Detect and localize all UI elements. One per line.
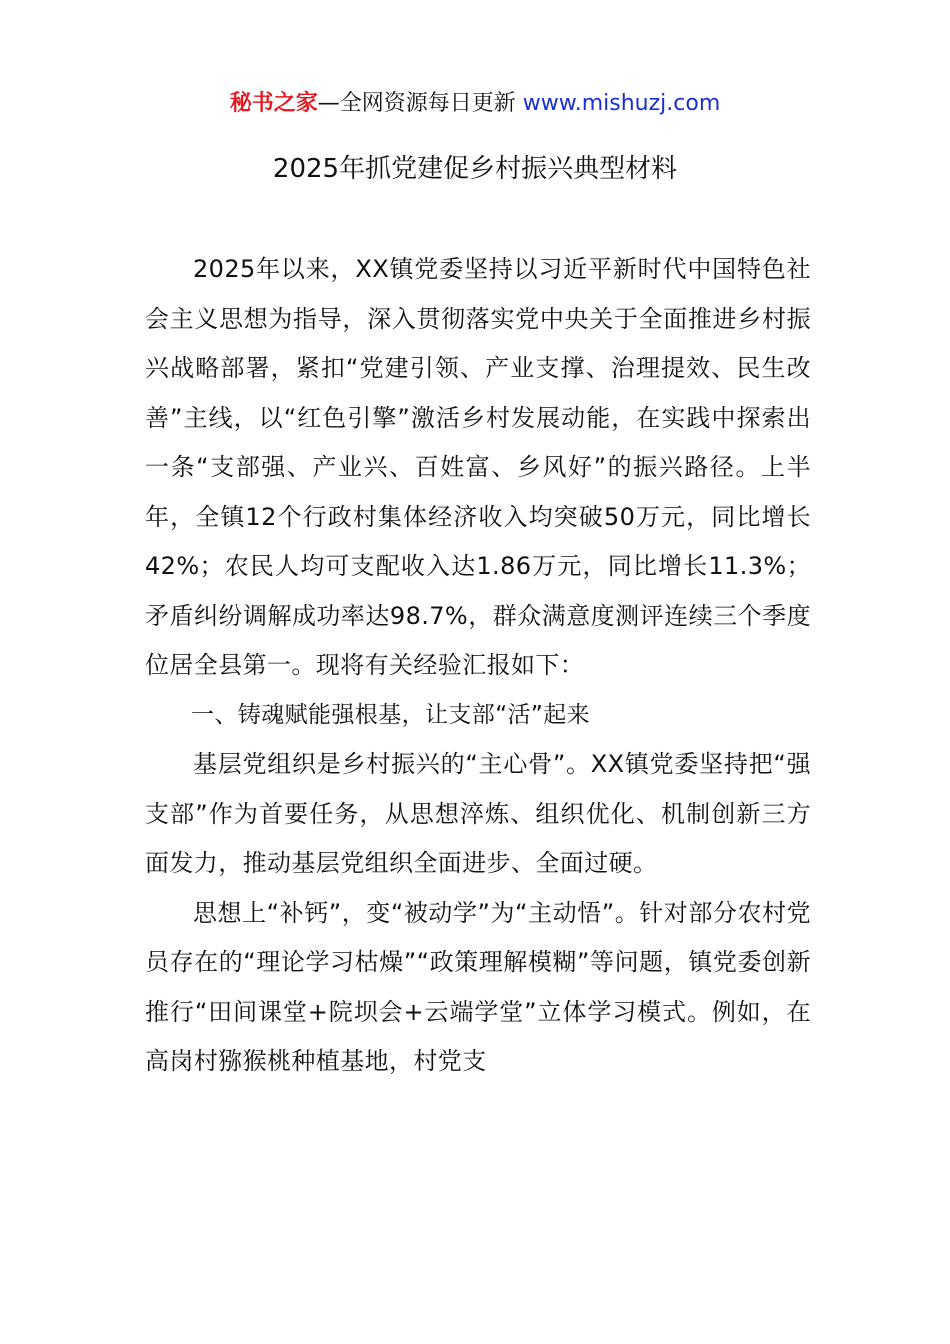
section-paragraph: 思想上“补钙”，变“被动学”为“主动悟”。针对部分农村党员存在的“理论学习枯燥”“政策理解模糊”等问题，镇党委创新推行“田间课堂+院坝会+云端学堂”立体学习模式。例如，在高岗村猕猴桃种植基地，村党支 [145,898,811,1075]
intro-paragraph: 2025年以来，XX镇党委坚持以习近平新时代中国特色社会主义思想为指导，深入贯彻落实党中央关于全面推进乡村振兴战略部署，紧扣“党建引领、产业支撑、治理提效、民生改善”主线，以“红色引擎”激活乡村发展动能，在实践中探索出一条“支部强、产业兴、百姓富、乡风好”的振兴路径。上半年，全镇12个行政村集体经济收入均突破50万元，同比增长42%；农民人均可支配收入达1.86万元，同比增长11.3%；矛盾纠纷调解成功率达98.7%，群众满意度测评连续三个季度位居全县第一。现将有关经验汇报如下： [145,255,811,679]
site-brand: 秘书之家 [229,91,318,116]
site-tagline: —全网资源每日更新 [317,91,523,116]
section-heading: 一、铸魂赋能强根基，让支部“活”起来 [191,701,591,728]
document-body [145,245,811,1087]
document-title: 2025年抓党建促乡村振兴典型材料 [272,154,678,184]
site-header [0,88,950,120]
site-url-link[interactable]: www.mishuzj.com [522,91,721,116]
section-paragraph: 基层党组织是乡村振兴的“主心骨”。XX镇党委坚持把“强支部”作为首要任务，从思想淬炼、组织优化、机制创新三方面发力，推动基层党组织全面进步、全面过硬。 [145,750,811,877]
